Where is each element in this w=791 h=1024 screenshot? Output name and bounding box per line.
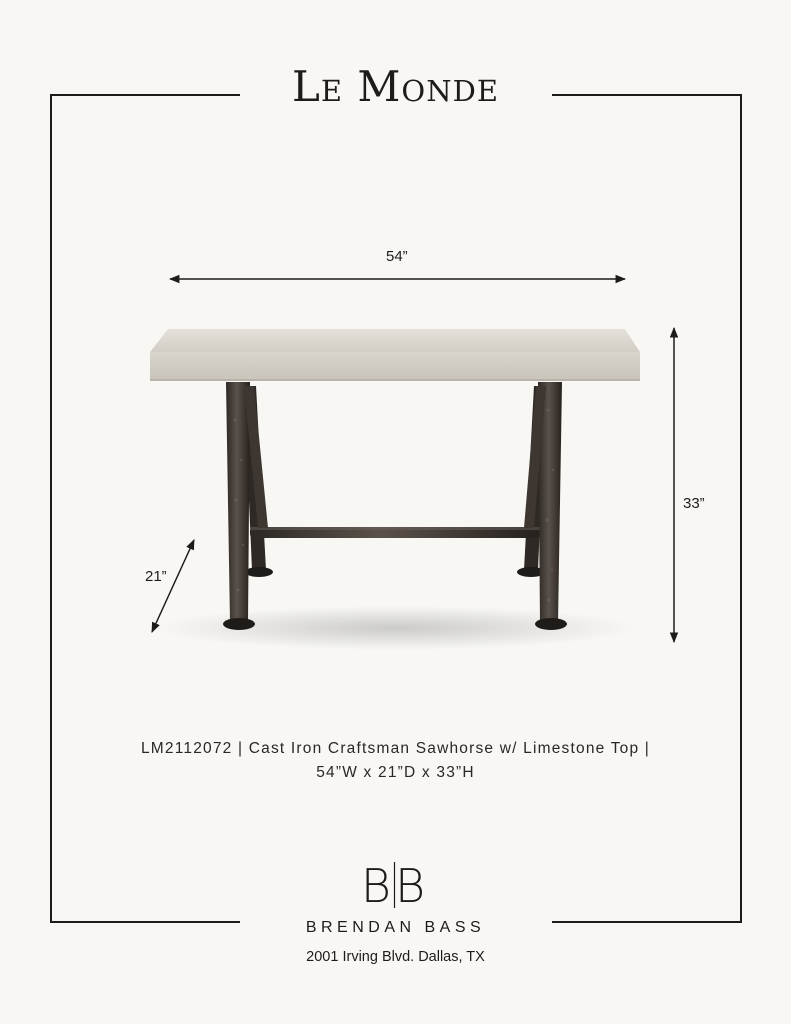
- width-label: 54”: [386, 248, 408, 265]
- product-description-line2: 54”W x 21”D x 33”H: [316, 764, 475, 781]
- brand-title: Le Monde: [292, 62, 499, 111]
- product-description-line1: LM2112072 | Cast Iron Craftsman Sawhorse w/ Limestone Top |: [140, 740, 651, 757]
- height-label: 33”: [683, 495, 705, 512]
- company-address: 2001 Irving Blvd. Dallas, TX: [306, 949, 485, 965]
- company-name: BRENDAN BASS: [305, 919, 486, 936]
- brendan-bass-logo: [350, 860, 440, 910]
- svg-text:BB: BB: [360, 860, 430, 910]
- depth-label: 21”: [145, 568, 167, 585]
- product-description: [60, 737, 731, 785]
